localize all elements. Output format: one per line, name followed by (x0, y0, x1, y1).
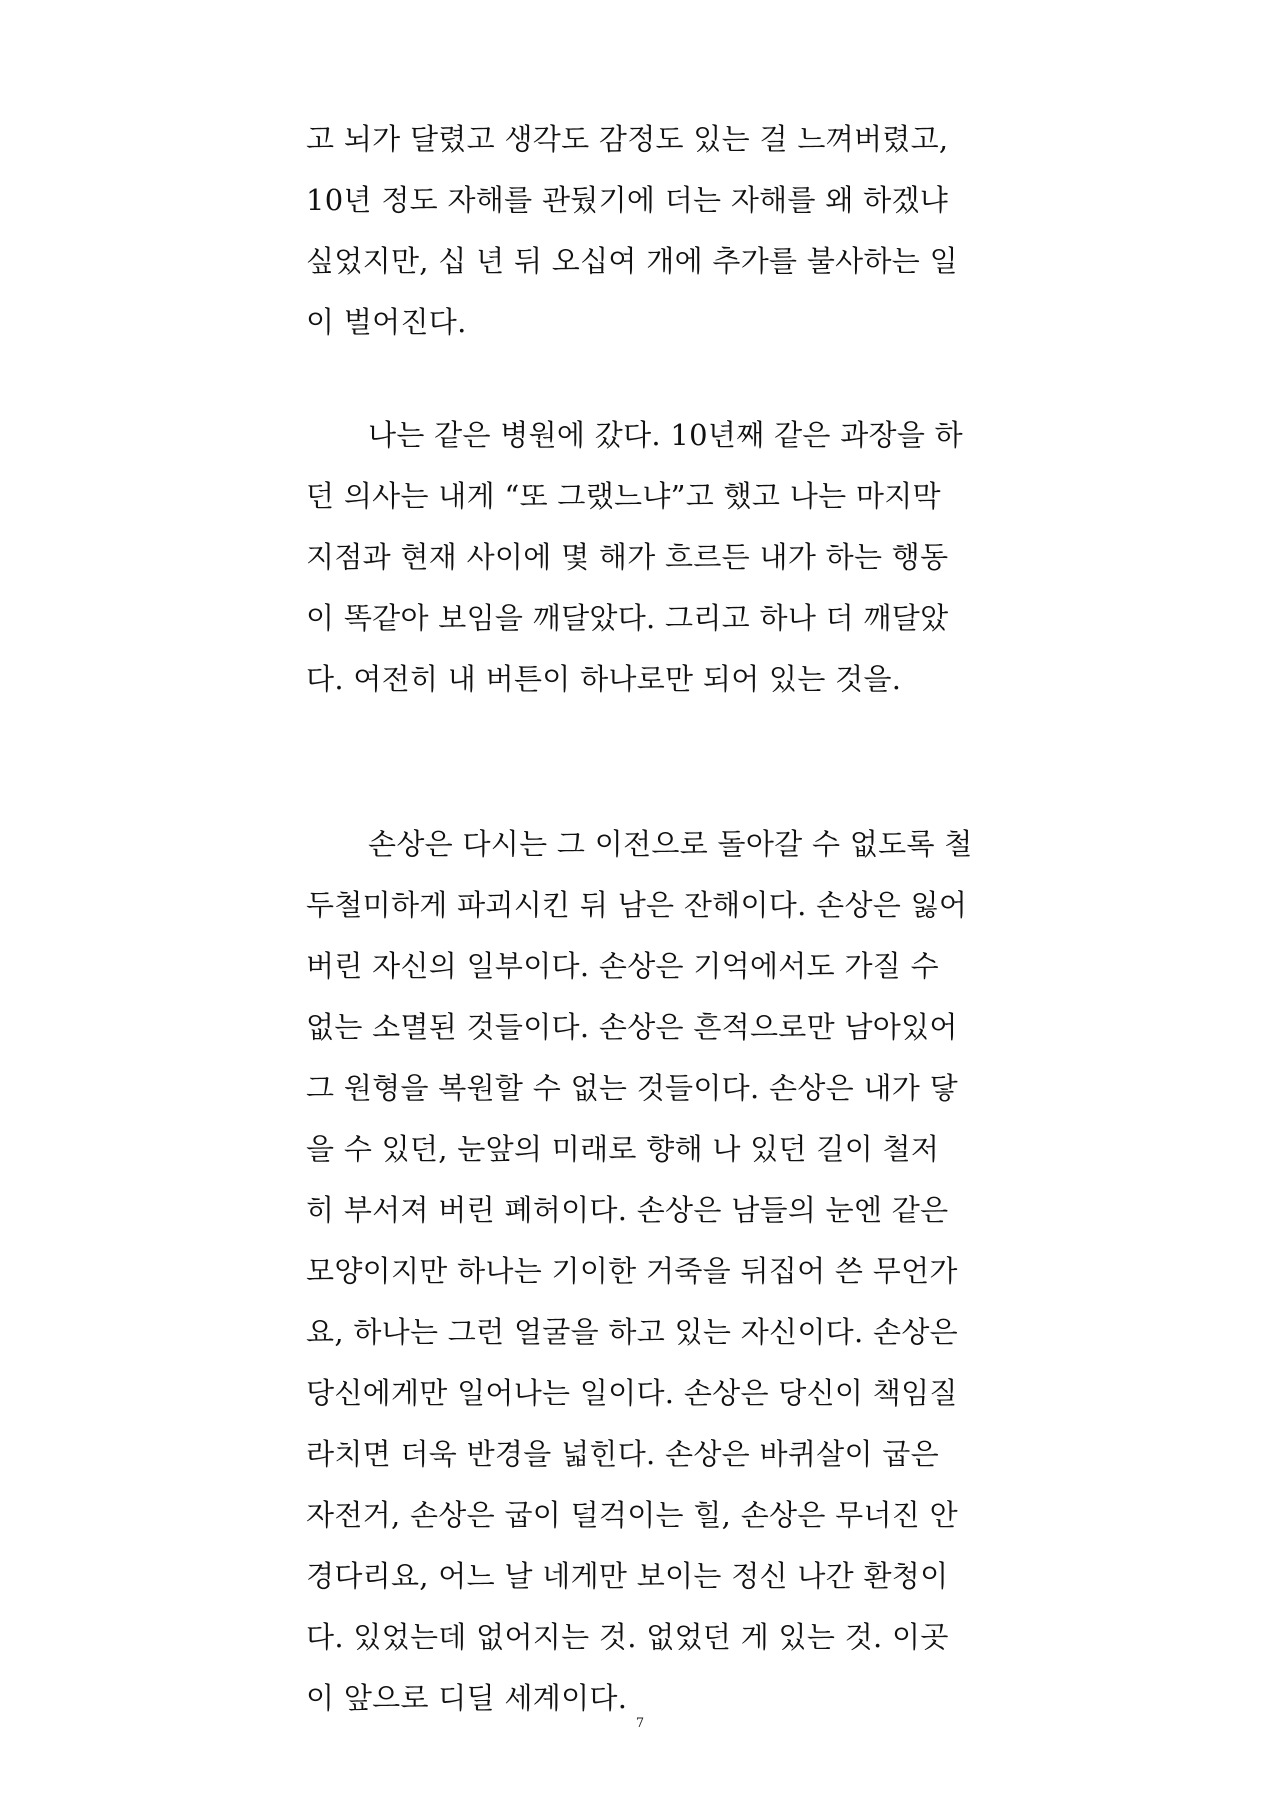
paragraph-1 (306, 109, 1006, 353)
text-line: 10년 정도 자해를 관뒀기에 더는 자해를 왜 하겠냐 (306, 183, 949, 217)
text-line: 그 원형을 복원할 수 없는 것들이다. 손상은 내가 닿 (306, 1071, 958, 1105)
text-line: 던 의사는 내게 “또 그랬느냐”고 했고 나는 마지막 (306, 479, 941, 513)
paragraph-2 (306, 405, 1006, 710)
text-line: 손상은 다시는 그 이전으로 돌아갈 수 없도록 철 (368, 827, 973, 861)
text-line: 요, 하나는 그런 얼굴을 하고 있는 자신이다. 손상은 (306, 1315, 958, 1349)
text-line: 이 똑같아 보임을 깨달았다. 그리고 하나 더 깨달았 (306, 601, 949, 635)
text-line: 나는 같은 병원에 갔다. 10년째 같은 과장을 하 (368, 418, 963, 452)
text-line: 라치면 더욱 반경을 넓힌다. 손상은 바퀴살이 굽은 (306, 1437, 939, 1471)
text-line: 고 뇌가 달렸고 생각도 감정도 있는 걸 느껴버렸고, (306, 122, 949, 156)
text-line: 당신에게만 일어나는 일이다. 손상은 당신이 책임질 (306, 1376, 958, 1410)
text-line: 히 부서져 버린 폐허이다. 손상은 남들의 눈엔 같은 (306, 1193, 949, 1227)
text-line: 자전거, 손상은 굽이 덜걱이는 힐, 손상은 무너진 안 (306, 1498, 958, 1532)
text-line: 없는 소멸된 것들이다. 손상은 흔적으로만 남아있어 (306, 1010, 958, 1044)
text-line: 다. 여전히 내 버튼이 하나로만 되어 있는 것을. (306, 662, 902, 696)
text-line: 지점과 현재 사이에 몇 해가 흐르든 내가 하는 행동 (306, 540, 949, 574)
text-line: 경다리요, 어느 날 네게만 보이는 정신 나간 환청이 (306, 1559, 949, 1593)
text-line: 다. 있었는데 없어지는 것. 없었던 게 있는 것. 이곳 (306, 1620, 949, 1654)
text-line: 버린 자신의 일부이다. 손상은 기억에서도 가질 수 (306, 949, 939, 983)
text-line: 두철미하게 파괴시킨 뒤 남은 잔해이다. 손상은 잃어 (306, 888, 968, 922)
paragraph-3 (306, 814, 1006, 1729)
text-line: 을 수 있던, 눈앞의 미래로 향해 나 있던 길이 철저 (306, 1132, 940, 1166)
text-line: 이 벌어진다. (306, 305, 467, 339)
text-line: 이 앞으로 디딜 세계이다. (306, 1681, 628, 1715)
text-line: 싶었지만, 십 년 뒤 오십여 개에 추가를 불사하는 일 (306, 244, 958, 278)
page-number: 7 (635, 1716, 645, 1731)
text-line: 모양이지만 하나는 기이한 거죽을 뒤집어 쓴 무언가 (306, 1254, 958, 1288)
